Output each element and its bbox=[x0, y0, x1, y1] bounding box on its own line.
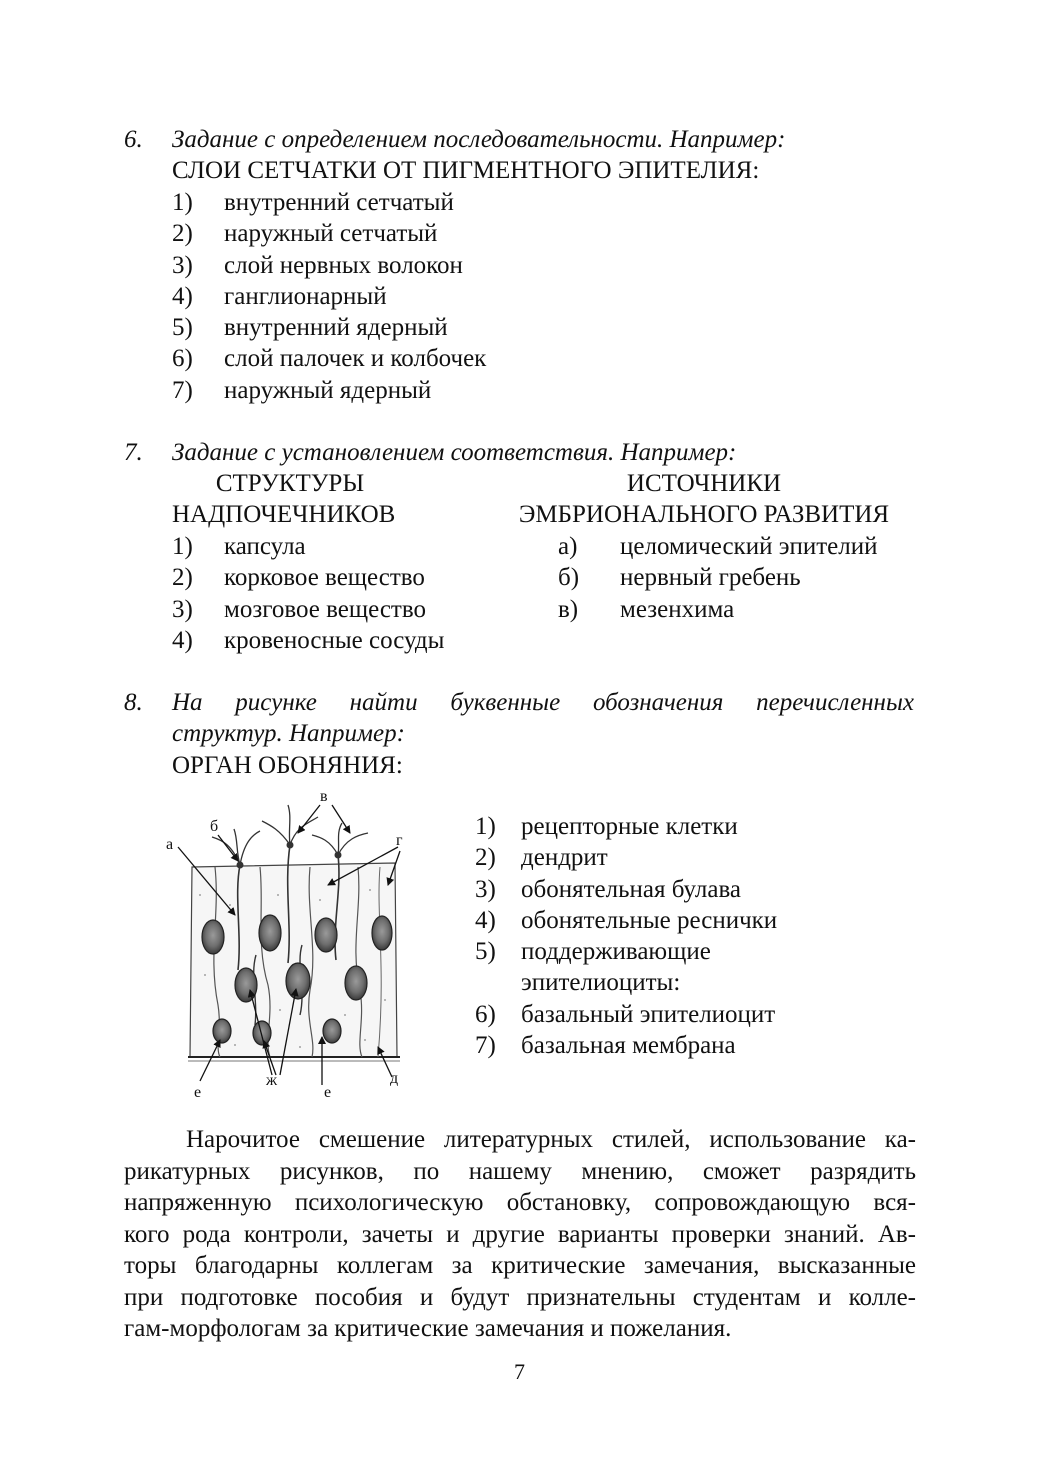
list-item: 6) слой палочек и колбочек bbox=[172, 345, 487, 373]
figure-label-zh: ж bbox=[266, 1072, 278, 1089]
list-item: 6) базальный эпителиоцит bbox=[475, 1000, 776, 1028]
paragraph-line: при подготовке пособия и будут признательны студентам и колле- bbox=[124, 1283, 916, 1311]
q7-left-title-2: НАДПОЧЕЧНИКОВ bbox=[172, 501, 396, 528]
q8-list bbox=[475, 812, 777, 1062]
list-item: 2) наружный сетчатый bbox=[172, 220, 438, 248]
paragraph-line: Нарочитое смешение литературных стилей, использование ка- bbox=[186, 1126, 916, 1153]
list-item: в) мезенхима bbox=[558, 595, 735, 623]
figure-label-a: а bbox=[166, 836, 174, 853]
olfactory-epithelium-diagram bbox=[160, 785, 430, 1105]
paragraph-line: рикатурных рисунков, по нашему мнению, сможет разрядить bbox=[124, 1157, 916, 1185]
figure-label-g: г bbox=[396, 832, 403, 849]
figure-label-d: д bbox=[390, 1070, 399, 1087]
list-item: 3) слой нервных волокон bbox=[172, 251, 463, 279]
q7-right-title-2: ЭМБРИОНАЛЬНОГО РАЗВИТИЯ bbox=[518, 501, 890, 528]
paragraph-line: гам-морфологам за критические замечания и пожелания. bbox=[124, 1315, 732, 1342]
list-item: 2) дендрит bbox=[475, 844, 608, 872]
list-item: 7) базальная мембрана bbox=[475, 1032, 736, 1060]
list-item: эпителиоциты: bbox=[521, 969, 681, 997]
list-item: 3) обонятельная булава bbox=[475, 875, 742, 903]
q7-heading: Задание с установлением соответствия. Например: bbox=[172, 439, 737, 466]
q7-left-title-1: СТРУКТУРЫ bbox=[215, 470, 365, 497]
figure-label-e2: е bbox=[324, 1084, 332, 1101]
q6-title: СЛОИ СЕТЧАТКИ ОТ ПИГМЕНТНОГО ЭПИТЕЛИЯ: bbox=[172, 157, 760, 184]
list-item: 5) внутренний ядерный bbox=[172, 314, 448, 342]
list-item: 2) корковое вещество bbox=[172, 564, 425, 592]
q7-number: 7. bbox=[124, 439, 143, 466]
list-item: б) нервный гребень bbox=[558, 564, 801, 592]
q8-title: ОРГАН ОБОНЯНИЯ: bbox=[172, 752, 403, 779]
q6-heading: Задание с определением последовательности. Например: bbox=[172, 126, 786, 153]
olfactory-organ-figure bbox=[160, 785, 430, 1105]
paragraph-line: торы благодарны коллегам за критические замечания, высказанные bbox=[124, 1252, 916, 1279]
list-item: 4) ганглионарный bbox=[172, 282, 387, 310]
paragraph-line: напряженную психологическую обстановку, сопровождающую вся- bbox=[124, 1189, 916, 1216]
list-item: 7) наружный ядерный bbox=[172, 376, 432, 404]
q8-number: 8. bbox=[124, 689, 143, 716]
q8-heading-line-1: На рисунке найти буквенные обозначения перечисленных bbox=[172, 689, 914, 716]
q7-right-list bbox=[558, 532, 877, 626]
list-item: а) целомический эпителий bbox=[558, 533, 878, 560]
q6-list bbox=[172, 188, 486, 407]
figure-label-e1: е bbox=[194, 1084, 202, 1101]
list-item: 5) поддерживающие bbox=[475, 938, 711, 966]
list-item: 1) рецепторные клетки bbox=[475, 813, 738, 840]
figure-label-v: в bbox=[320, 788, 328, 805]
q8-heading-line-2: структур. Например: bbox=[172, 720, 405, 747]
list-item: 1) капсула bbox=[172, 533, 306, 560]
q6-number: 6. bbox=[124, 126, 143, 153]
list-item: 1) внутренний сетчатый bbox=[172, 189, 454, 216]
list-item: 4) обонятельные реснички bbox=[475, 906, 778, 934]
page-number: 7 bbox=[514, 1359, 525, 1384]
paragraph-line: кого рода контроли, зачеты и другие варианты проверки знаний. Ав- bbox=[124, 1220, 916, 1248]
q7-right-title-1: ИСТОЧНИКИ bbox=[626, 470, 782, 497]
q7-left-list bbox=[172, 532, 444, 657]
list-item: 4) кровеносные сосуды bbox=[172, 626, 445, 654]
closing-paragraph bbox=[124, 1124, 916, 1345]
list-item: 3) мозговое вещество bbox=[172, 595, 426, 623]
figure-label-b: б bbox=[210, 818, 219, 835]
